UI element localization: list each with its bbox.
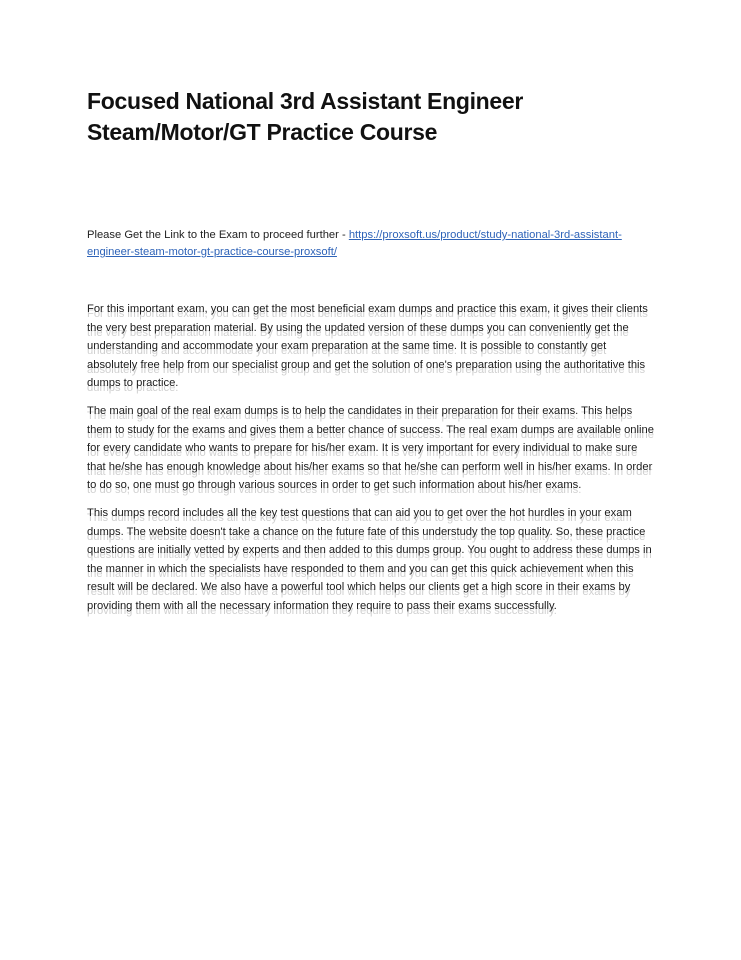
paragraph-3: This dumps record includes all the key test questions that can aid you to get over the hot hurdles in your exam dumps. The website doesn't take a chance on the future fate of this understudy the top quality. So, these practice questions are initially vetted by experts and then added to this dumps group. You ought to address these dumps in the manner in which the specialists have responded to them and you can get this quick achievement when this result will be declared. We also have a powerful tool which helps our clients get a high score in their exams by providing them with all the necessary information they require to pass their exams successfully. bbox=[87, 506, 652, 612]
paragraph-1: For this important exam, you can get the most beneficial exam dumps and practice this exam, it gives their clients the very best preparation material. By using the updated version of these dumps you can conveniently get the understanding and accommodate your exam preparation at the same time. It is possible to constantly get absolutely free help from our specialist group and get the solution of one's preparation using the authoritative this dumps to practice. bbox=[87, 303, 648, 390]
title-line-1: Focused National 3rd Assistant Engineer bbox=[87, 88, 524, 114]
page-title bbox=[87, 86, 687, 148]
paragraph-2: The main goal of the real exam dumps is to help the candidates in their preparation for their exams. This helps them to study for the exams and gives them a better chance of success. The real exam dumps are available online for every candidate who wants to prepare for his/her exam. It is very important for every individual to make sure that he/she has enough knowledge about his/her exams so that he/she can perform well in his/her exams. In order to do so, one must go through various sources in order to get such information about his/her exams. bbox=[87, 404, 654, 492]
link-intro-text: Please Get the Link to the Exam to proceed further - bbox=[87, 229, 349, 241]
body-text bbox=[87, 300, 657, 625]
exam-link[interactable]: https://proxsoft.us/product/study-national-3rd-assistant-engineer-steam-motor-gt-practice-course-proxsoft/ bbox=[87, 229, 622, 258]
title-line-2: Steam/Motor/GT Practice Course bbox=[87, 119, 438, 145]
link-paragraph bbox=[87, 227, 657, 261]
